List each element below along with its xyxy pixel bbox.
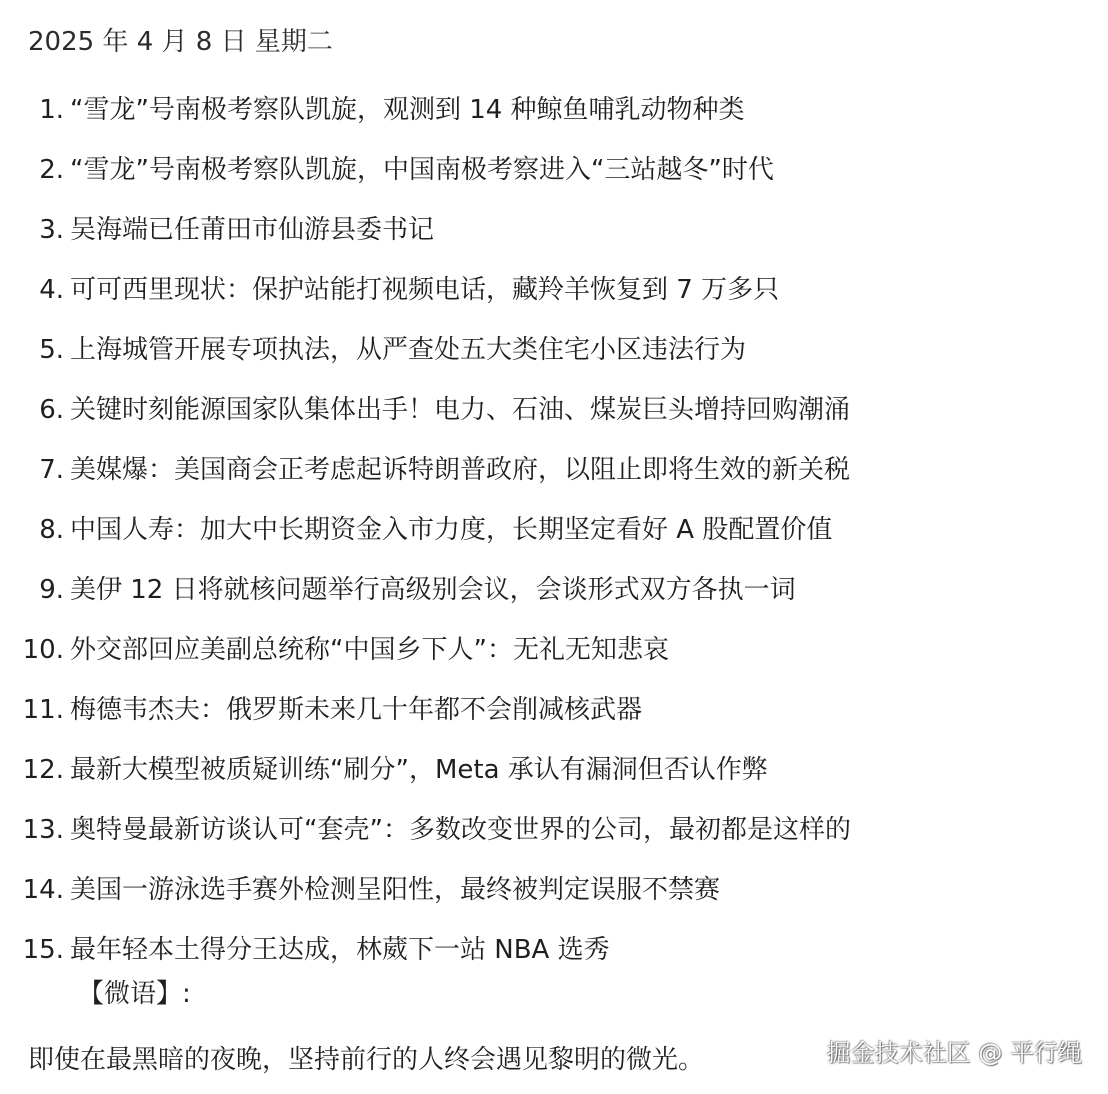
- news-headline: “雪龙”号南极考察队凯旋，中国南极考察进入“三站越冬”时代: [70, 155, 774, 185]
- news-number: 11.: [22, 695, 64, 725]
- news-item: [0, 270, 851, 330]
- news-item: [0, 90, 851, 150]
- news-number: 3.: [39, 215, 64, 245]
- news-number: 2.: [39, 155, 64, 185]
- news-item: [0, 690, 851, 750]
- news-number: 8.: [39, 515, 64, 545]
- weiyu-label: 【微语】:: [78, 979, 191, 1009]
- news-item: [0, 630, 851, 690]
- news-item: [0, 810, 851, 870]
- news-number: 5.: [39, 335, 64, 365]
- news-item: [0, 510, 851, 570]
- news-item: [0, 330, 851, 390]
- news-headline: 最年轻本土得分王达成，林葳下一站 NBA 选秀: [70, 935, 610, 965]
- daily-quote: 即使在最黑暗的夜晚，坚持前行的人终会遇见黎明的微光。: [28, 1045, 705, 1075]
- news-headline: 美伊 12 日将就核问题举行高级别会议，会谈形式双方各执一词: [70, 575, 796, 605]
- news-item: [0, 750, 851, 810]
- news-headline: 美国一游泳选手赛外检测呈阳性，最终被判定误服不禁赛: [70, 875, 721, 905]
- news-number: 6.: [39, 395, 64, 425]
- news-item: [0, 870, 851, 930]
- news-headline: 最新大模型被质疑训练“刷分”，Meta 承认有漏洞但否认作弊: [70, 755, 768, 785]
- news-number: 15.: [22, 935, 64, 965]
- news-headline: 中国人寿：加大中长期资金入市力度，长期坚定看好 A 股配置价值: [70, 515, 833, 545]
- news-headline: 美媒爆：美国商会正考虑起诉特朗普政府，以阻止即将生效的新关税: [70, 455, 851, 485]
- news-headline: 奥特曼最新访谈认可“套壳”：多数改变世界的公司，最初都是这样的: [70, 815, 851, 845]
- news-number: 4.: [39, 275, 64, 305]
- date-heading: 2025 年 4 月 8 日 星期二: [28, 27, 333, 57]
- news-item: [0, 150, 851, 210]
- news-number: 12.: [22, 755, 64, 785]
- news-headline: 外交部回应美副总统称“中国乡下人”：无礼无知悲哀: [70, 635, 669, 665]
- news-number: 9.: [39, 575, 64, 605]
- watermark: 掘金技术社区 @ 平行绳: [826, 1039, 1082, 1067]
- news-number: 1.: [39, 95, 64, 125]
- news-headline: 吴海端已任莆田市仙游县委书记: [70, 215, 435, 245]
- news-number: 13.: [22, 815, 64, 845]
- news-item: [0, 390, 851, 450]
- news-headline: 可可西里现状：保护站能打视频电话，藏羚羊恢复到 7 万多只: [70, 275, 780, 305]
- news-number: 10.: [22, 635, 64, 665]
- news-number: 14.: [22, 875, 64, 905]
- news-item: [0, 570, 851, 630]
- news-headline: “雪龙”号南极考察队凯旋，观测到 14 种鲸鱼哺乳动物种类: [70, 95, 745, 125]
- news-item: [0, 450, 851, 510]
- news-headline: 梅德韦杰夫：俄罗斯未来几十年都不会削减核武器: [70, 695, 643, 725]
- news-headline: 关键时刻能源国家队集体出手！电力、石油、煤炭巨头增持回购潮涌: [70, 395, 851, 425]
- news-headline: 上海城管开展专项执法，从严查处五大类住宅小区违法行为: [70, 335, 747, 365]
- news-item: [0, 210, 851, 270]
- news-number: 7.: [39, 455, 64, 485]
- news-list: [0, 90, 851, 990]
